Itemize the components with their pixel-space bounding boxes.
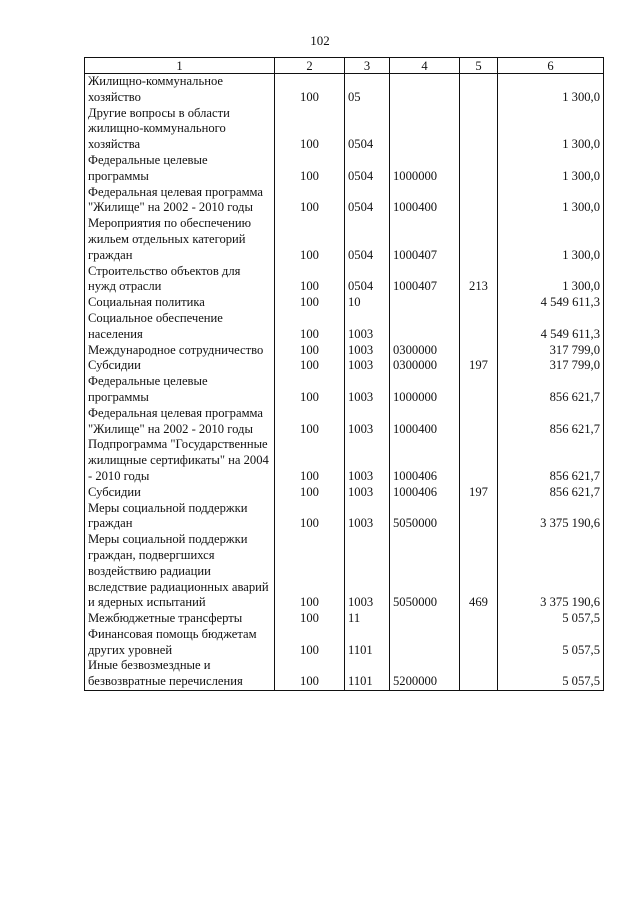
row-code-5-cell (460, 311, 498, 343)
row-code-4-cell (390, 106, 460, 153)
row-code-2-cell: 100 (275, 611, 345, 627)
column-header-4: 4 (390, 58, 460, 74)
row-name-cell: Социальное обеспечение населения (85, 311, 275, 343)
row-code-4-cell: 1000406 (390, 437, 460, 484)
table-header-row (85, 58, 604, 74)
row-name-cell: Федеральные целевые программы (85, 374, 275, 406)
column-header-5: 5 (460, 58, 498, 74)
page-number: 102 (310, 33, 330, 48)
table-body (85, 74, 604, 691)
row-code-2-cell: 100 (275, 311, 345, 343)
table-row (85, 358, 604, 374)
row-amount-cell: 4 549 611,3 (498, 311, 604, 343)
row-code-3-cell: 0504 (345, 216, 390, 263)
row-code-2-cell: 100 (275, 437, 345, 484)
row-code-2-cell: 100 (275, 264, 345, 296)
row-code-5-cell: 197 (460, 485, 498, 501)
row-name-cell: Жилищно-коммунальное хозяйство (85, 74, 275, 106)
table-row (85, 437, 604, 484)
row-code-4-cell: 5050000 (390, 532, 460, 611)
row-code-4-cell (390, 611, 460, 627)
row-amount-cell: 856 621,7 (498, 406, 604, 438)
row-code-4-cell: 1000407 (390, 216, 460, 263)
row-code-3-cell: 1003 (345, 501, 390, 533)
row-code-2-cell: 100 (275, 153, 345, 185)
row-code-2-cell: 100 (275, 185, 345, 217)
row-code-2-cell: 100 (275, 295, 345, 311)
row-name-cell: Подпрограмма "Государственные жилищные сертификаты" на 2004 - 2010 годы (85, 437, 275, 484)
table-row (85, 264, 604, 296)
row-name-cell: Финансовая помощь бюджетам других уровней (85, 627, 275, 659)
row-name-cell: Субсидии (85, 358, 275, 374)
row-code-5-cell (460, 437, 498, 484)
row-code-3-cell: 05 (345, 74, 390, 106)
row-code-5-cell: 197 (460, 358, 498, 374)
row-code-5-cell (460, 185, 498, 217)
row-code-3-cell: 1003 (345, 343, 390, 359)
table-row (85, 343, 604, 359)
column-header-2: 2 (275, 58, 345, 74)
row-name-cell: Строительство объектов для нужд отрасли (85, 264, 275, 296)
row-amount-cell: 1 300,0 (498, 106, 604, 153)
row-code-3-cell: 11 (345, 611, 390, 627)
row-amount-cell: 1 300,0 (498, 74, 604, 106)
row-code-2-cell: 100 (275, 74, 345, 106)
row-name-cell: Межбюджетные трансферты (85, 611, 275, 627)
row-code-5-cell: 213 (460, 264, 498, 296)
column-header-1: 1 (85, 58, 275, 74)
column-header-3: 3 (345, 58, 390, 74)
row-code-4-cell: 1000406 (390, 485, 460, 501)
row-amount-cell: 856 621,7 (498, 374, 604, 406)
row-code-3-cell: 0504 (345, 106, 390, 153)
row-name-cell: Меры социальной поддержки граждан (85, 501, 275, 533)
row-code-5-cell (460, 216, 498, 263)
row-amount-cell: 1 300,0 (498, 153, 604, 185)
row-amount-cell: 317 799,0 (498, 343, 604, 359)
row-code-3-cell: 10 (345, 295, 390, 311)
row-amount-cell: 856 621,7 (498, 437, 604, 484)
row-code-3-cell: 1101 (345, 658, 390, 690)
row-amount-cell: 5 057,5 (498, 627, 604, 659)
table-row (85, 658, 604, 690)
row-code-2-cell: 100 (275, 532, 345, 611)
row-code-4-cell: 5050000 (390, 501, 460, 533)
row-code-5-cell: 469 (460, 532, 498, 611)
row-name-cell: Субсидии (85, 485, 275, 501)
row-name-cell: Федеральная целевая программа "Жилище" на 2002 - 2010 годы (85, 185, 275, 217)
row-name-cell: Мероприятия по обеспечению жильем отдельных категорий граждан (85, 216, 275, 263)
row-code-5-cell (460, 658, 498, 690)
row-amount-cell: 856 621,7 (498, 485, 604, 501)
row-code-5-cell (460, 501, 498, 533)
row-code-5-cell (460, 611, 498, 627)
row-code-2-cell: 100 (275, 106, 345, 153)
row-amount-cell: 3 375 190,6 (498, 501, 604, 533)
row-code-3-cell: 0504 (345, 153, 390, 185)
table-row (85, 611, 604, 627)
row-code-3-cell: 0504 (345, 185, 390, 217)
row-code-5-cell (460, 153, 498, 185)
row-code-3-cell: 0504 (345, 264, 390, 296)
row-code-4-cell: 1000400 (390, 406, 460, 438)
row-code-5-cell (460, 74, 498, 106)
row-code-3-cell: 1003 (345, 358, 390, 374)
row-code-5-cell (460, 343, 498, 359)
table-row (85, 295, 604, 311)
row-code-2-cell: 100 (275, 501, 345, 533)
table-row (85, 216, 604, 263)
row-amount-cell: 5 057,5 (498, 658, 604, 690)
row-code-5-cell (460, 106, 498, 153)
row-amount-cell: 4 549 611,3 (498, 295, 604, 311)
row-code-2-cell: 100 (275, 343, 345, 359)
row-code-4-cell (390, 295, 460, 311)
row-code-3-cell: 1003 (345, 374, 390, 406)
column-header-6: 6 (498, 58, 604, 74)
row-name-cell: Иные безвозмездные и безвозвратные перечисления (85, 658, 275, 690)
table-row (85, 106, 604, 153)
row-code-2-cell: 100 (275, 374, 345, 406)
row-code-3-cell: 1003 (345, 406, 390, 438)
table-row (85, 532, 604, 611)
row-name-cell: Меры социальной поддержки граждан, подвергшихся воздействию радиации вследствие радиационных аварий и ядерных испытаний (85, 532, 275, 611)
row-code-4-cell: 1000407 (390, 264, 460, 296)
row-code-4-cell: 5200000 (390, 658, 460, 690)
row-amount-cell: 3 375 190,6 (498, 532, 604, 611)
row-name-cell: Федеральная целевая программа "Жилище" на 2002 - 2010 годы (85, 406, 275, 438)
table-row (85, 74, 604, 106)
row-code-2-cell: 100 (275, 406, 345, 438)
table-row (85, 374, 604, 406)
row-name-cell: Федеральные целевые программы (85, 153, 275, 185)
row-code-3-cell: 1101 (345, 627, 390, 659)
table-row (85, 485, 604, 501)
row-code-3-cell: 1003 (345, 485, 390, 501)
budget-table (84, 57, 604, 691)
row-code-4-cell (390, 311, 460, 343)
row-code-4-cell: 1000400 (390, 185, 460, 217)
table-row (85, 185, 604, 217)
row-code-4-cell: 1000000 (390, 153, 460, 185)
row-amount-cell: 1 300,0 (498, 216, 604, 263)
table-row (85, 311, 604, 343)
row-code-4-cell: 0300000 (390, 343, 460, 359)
row-amount-cell: 1 300,0 (498, 185, 604, 217)
row-code-5-cell (460, 295, 498, 311)
row-name-cell: Социальная политика (85, 295, 275, 311)
row-code-2-cell: 100 (275, 658, 345, 690)
row-code-3-cell: 1003 (345, 311, 390, 343)
row-amount-cell: 5 057,5 (498, 611, 604, 627)
table-row (85, 406, 604, 438)
row-code-2-cell: 100 (275, 485, 345, 501)
row-code-3-cell: 1003 (345, 532, 390, 611)
table-row (85, 501, 604, 533)
row-name-cell: Международное сотрудничество (85, 343, 275, 359)
row-code-4-cell: 1000000 (390, 374, 460, 406)
table-row (85, 627, 604, 659)
row-code-3-cell: 1003 (345, 437, 390, 484)
row-name-cell: Другие вопросы в области жилищно-коммунального хозяйства (85, 106, 275, 153)
row-amount-cell: 317 799,0 (498, 358, 604, 374)
row-code-5-cell (460, 627, 498, 659)
row-code-4-cell: 0300000 (390, 358, 460, 374)
row-code-2-cell: 100 (275, 358, 345, 374)
row-code-5-cell (460, 374, 498, 406)
row-code-2-cell: 100 (275, 216, 345, 263)
row-code-4-cell (390, 74, 460, 106)
row-code-5-cell (460, 406, 498, 438)
table-row (85, 153, 604, 185)
row-code-2-cell: 100 (275, 627, 345, 659)
row-amount-cell: 1 300,0 (498, 264, 604, 296)
row-code-4-cell (390, 627, 460, 659)
